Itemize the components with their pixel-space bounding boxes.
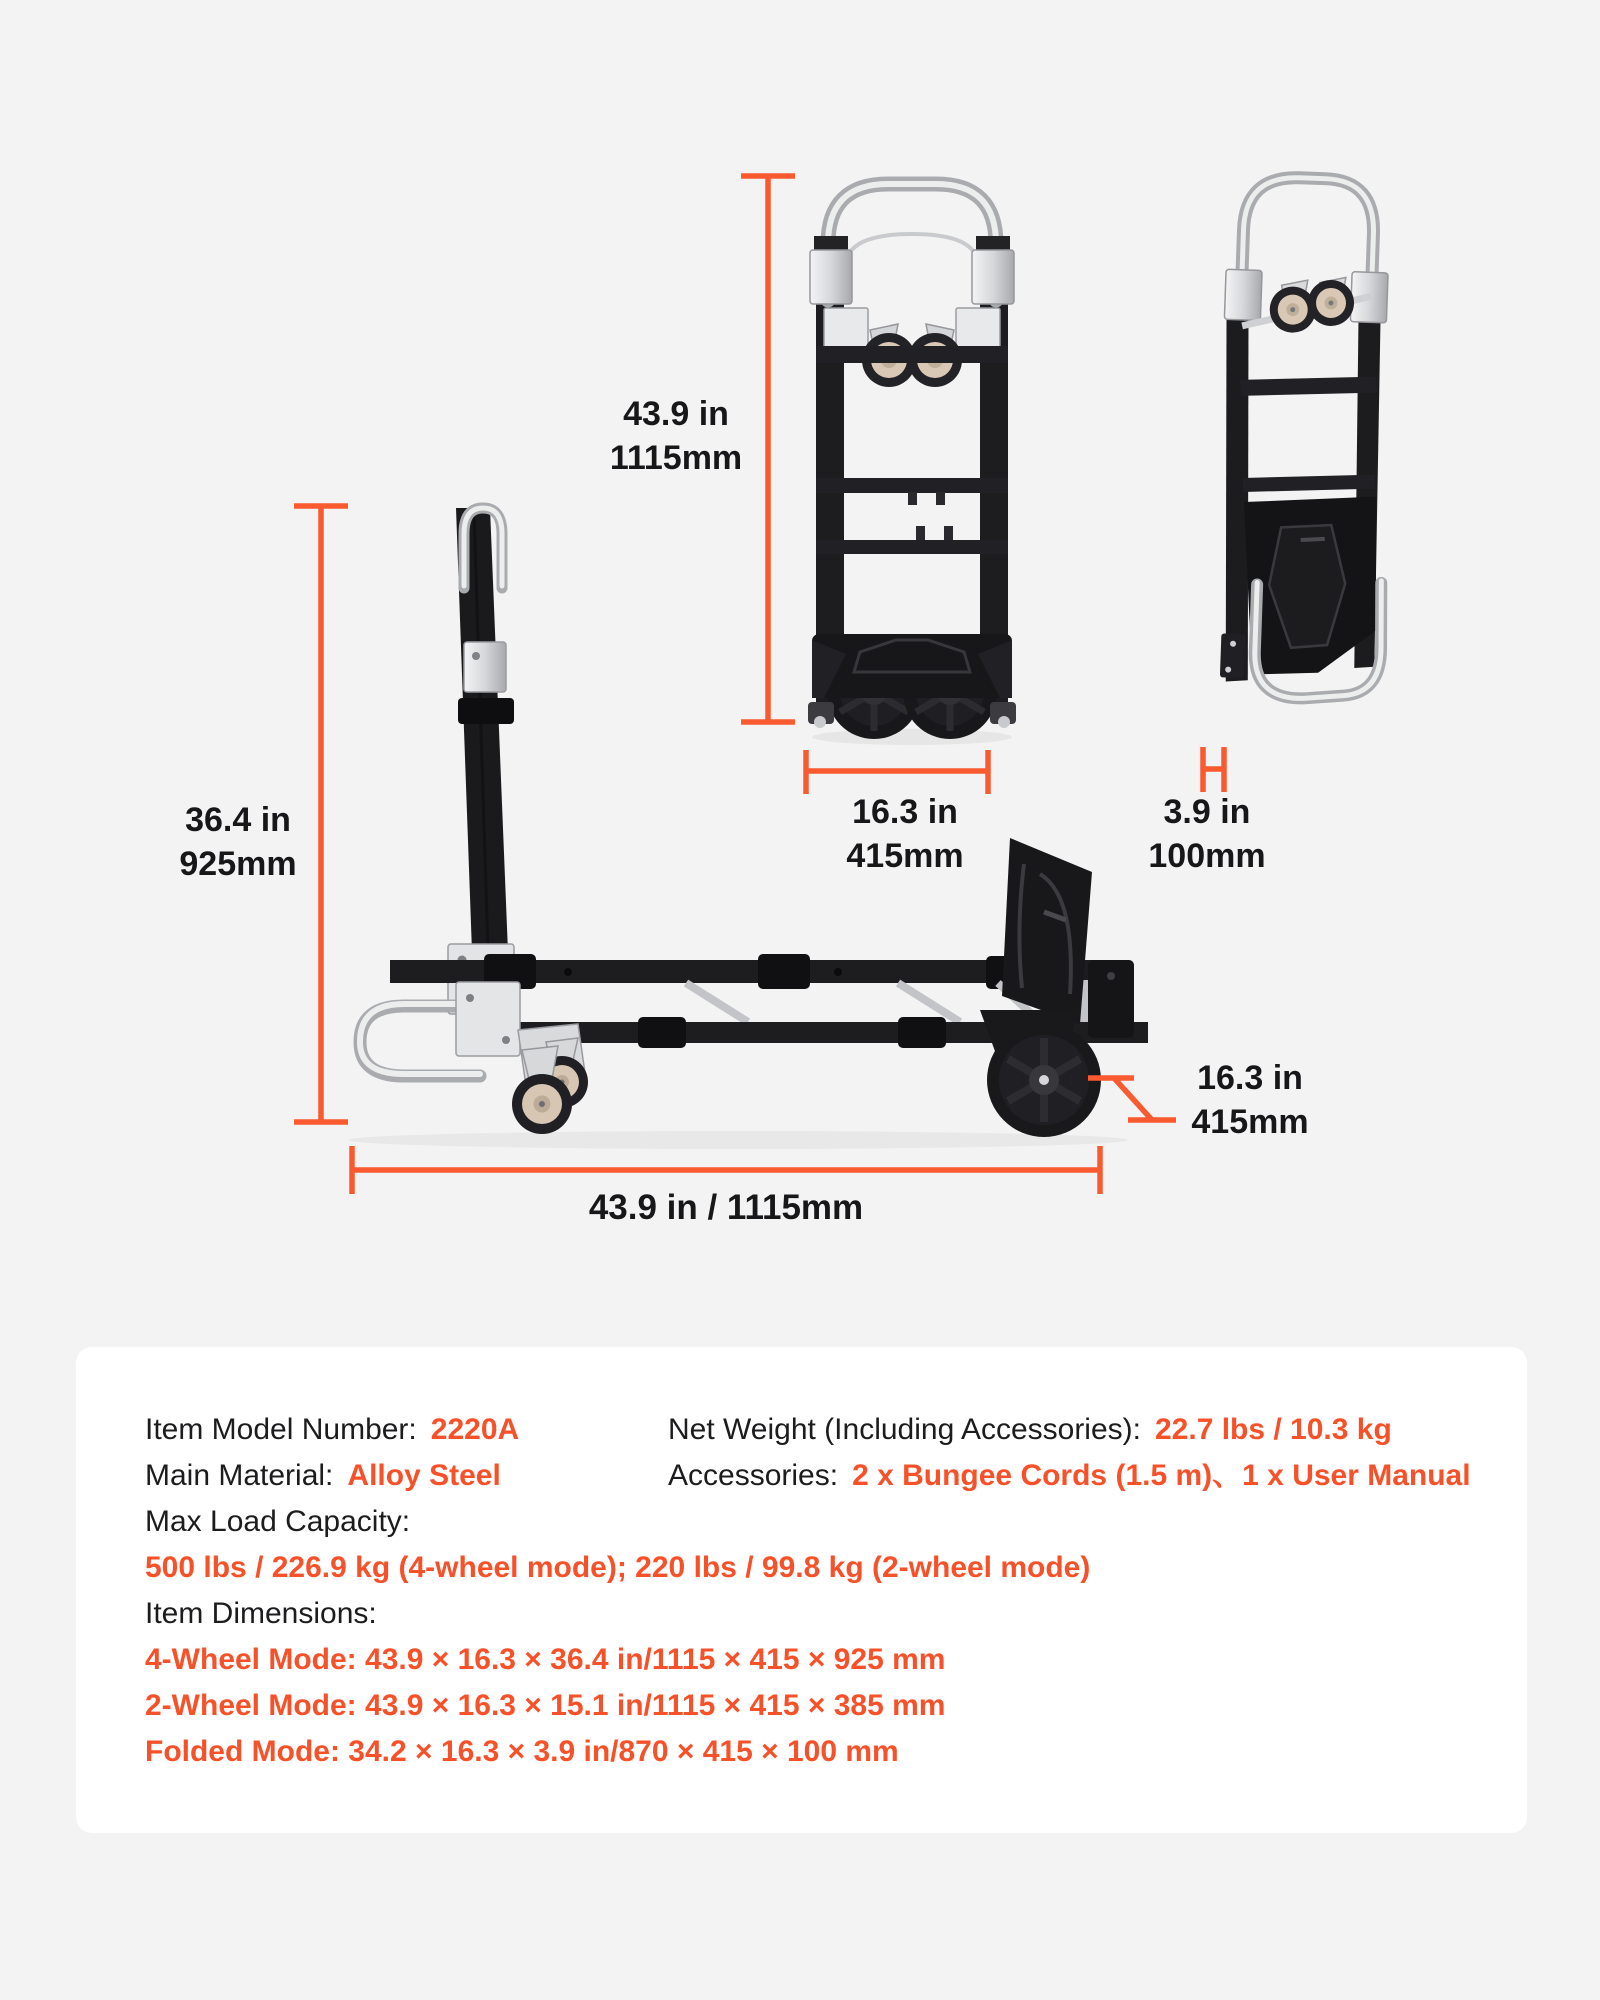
spec-dim-2wheel: 2-Wheel Mode: 43.9 × 16.3 × 15.1 in/1115 × 415 × 385 mm <box>145 1689 946 1722</box>
dim-upright-width-in: 16.3 in <box>852 793 958 831</box>
spec-dimensions-label: Item Dimensions: <box>145 1597 377 1630</box>
dim-cart-height-in: 36.4 in <box>185 801 291 839</box>
dim-cart-length: 43.9 in / 1115mm <box>588 1188 864 1227</box>
dim-folded-thickness-mm: 100mm <box>1148 837 1266 875</box>
dim-label-upright-height <box>610 392 742 480</box>
spec-row-material-accessories <box>145 1453 1499 1499</box>
spec-net-weight-label: Net Weight (Including Accessories): <box>668 1413 1141 1446</box>
dim-line-cart-height <box>294 506 348 1122</box>
spec-net-weight <box>668 1407 1499 1453</box>
dim-label-cart-length <box>589 1186 863 1230</box>
cart-mode-image <box>348 508 1148 1149</box>
spec-row-model-weight <box>145 1407 1499 1453</box>
spec-model-value: 2220A <box>430 1413 520 1446</box>
dim-cart-depth-mm: 415mm <box>1191 1103 1309 1141</box>
spec-material-label: Main Material: <box>145 1459 334 1492</box>
dim-folded-thickness-in: 3.9 in <box>1163 793 1251 831</box>
spec-net-weight-value: 22.7 lbs / 10.3 kg <box>1154 1413 1392 1446</box>
upright-hand-truck-image <box>808 184 1016 745</box>
spec-material <box>145 1453 668 1499</box>
spec-accessories <box>668 1453 1499 1499</box>
spec-accessories-value: 2 x Bungee Cords (1.5 m)、1 x User Manual <box>852 1459 1471 1492</box>
dim-label-cart-height <box>179 798 296 886</box>
spec-dim-4wheel: 4-Wheel Mode: 43.9 × 16.3 × 36.4 in/1115 × 415 × 925 mm <box>145 1643 946 1676</box>
spec-card <box>76 1347 1527 1833</box>
spec-model <box>145 1407 668 1453</box>
dim-line-upright-height <box>741 176 795 722</box>
cart-rear-wheel <box>987 1023 1101 1137</box>
dim-label-folded-thickness <box>1148 790 1265 878</box>
spec-dim-folded: Folded Mode: 34.2 × 16.3 × 3.9 in/870 × 415 × 100 mm <box>145 1735 899 1768</box>
dim-label-cart-depth <box>1191 1056 1308 1144</box>
folded-hand-truck-image <box>1211 175 1397 701</box>
dim-line-folded-thickness <box>1203 747 1224 792</box>
dim-line-cart-depth <box>1088 1078 1176 1120</box>
dim-line-upright-width <box>806 750 988 794</box>
spec-max-load-label: Max Load Capacity: <box>145 1505 411 1538</box>
dim-upright-width-mm: 415mm <box>846 837 964 875</box>
dim-cart-depth-in: 16.3 in <box>1197 1059 1303 1097</box>
spec-max-load-value: 500 lbs / 226.9 kg (4-wheel mode); 220 lbs / 99.8 kg (2-wheel mode) <box>145 1551 1091 1584</box>
dim-label-upright-width <box>846 790 963 878</box>
spec-model-label: Item Model Number: <box>145 1413 417 1446</box>
dim-upright-height-mm: 1115mm <box>609 439 743 477</box>
dim-cart-height-mm: 925mm <box>179 845 297 883</box>
spec-accessories-label: Accessories: <box>668 1459 839 1492</box>
spec-material-value: Alloy Steel <box>347 1459 501 1492</box>
dim-upright-height-in: 43.9 in <box>623 395 729 433</box>
